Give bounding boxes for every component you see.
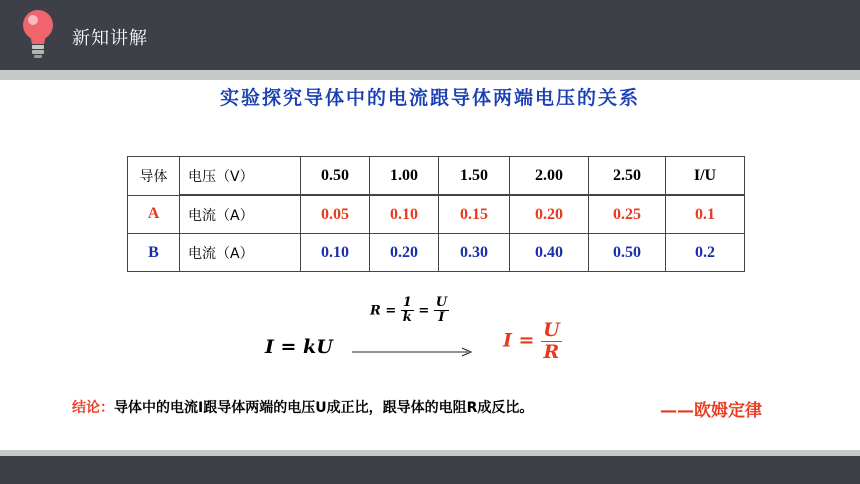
fraction-1-over-k	[401, 296, 414, 326]
conclusion-body: 导体中的电流I跟导体两端的电压U成正比，跟导体的电阻R成反比。	[114, 400, 534, 416]
table-row	[128, 234, 745, 272]
table-cell: 0.40	[510, 234, 589, 272]
header-title: 新知讲解	[72, 28, 148, 49]
fraction-u-over-r	[541, 320, 562, 363]
fraction-denominator: I	[438, 310, 445, 326]
table-row	[128, 195, 745, 234]
ohms-law-equation	[503, 320, 562, 363]
equation-i-equals-ku: I = kU	[265, 336, 333, 358]
table-cell: 0.10	[301, 234, 370, 272]
conductor-label: B	[128, 234, 180, 272]
table-cell: 0.20	[370, 234, 439, 272]
conclusion-text	[72, 397, 533, 417]
arrow-right-icon	[352, 347, 472, 357]
header-cell: I/U	[666, 157, 745, 196]
table-cell: 0.30	[439, 234, 510, 272]
table-cell: 0.2	[666, 234, 745, 272]
header-cell: 2.50	[589, 157, 666, 196]
fraction-denominator: k	[402, 310, 412, 326]
header-cell: 1.50	[439, 157, 510, 196]
fraction-denominator: R	[543, 340, 560, 363]
fraction-numerator: U	[543, 319, 560, 341]
table-cell: 0.50	[589, 234, 666, 272]
quantity-label: 电流（A）	[180, 195, 301, 234]
lightbulb-icon	[20, 8, 56, 60]
table-cell: 0.15	[439, 195, 510, 234]
table-cell: 0.25	[589, 195, 666, 234]
header-divider	[0, 70, 860, 80]
table-cell: 0.05	[301, 195, 370, 234]
header-cell: 1.00	[370, 157, 439, 196]
table-cell: 0.10	[370, 195, 439, 234]
conductor-label: A	[128, 195, 180, 234]
fraction-numerator: U	[435, 295, 448, 310]
data-table	[127, 156, 745, 272]
header-cell: 2.00	[510, 157, 589, 196]
table-cell: 0.20	[510, 195, 589, 234]
header-cell: 电压（V）	[180, 157, 301, 196]
header-cell: 导体	[128, 157, 180, 196]
fraction-numerator: 1	[402, 295, 412, 310]
ratio-lhs: R =	[370, 303, 397, 319]
equals-sign: =	[418, 303, 430, 319]
ohms-law-name: ——欧姆定律	[660, 401, 762, 421]
conclusion-label: 结论：	[72, 400, 114, 416]
table-cell: 0.1	[666, 195, 745, 234]
fraction-u-over-i	[434, 296, 449, 326]
quantity-label: 电流（A）	[180, 234, 301, 272]
ohms-law-lhs: I =	[503, 329, 535, 352]
page-title: 实验探究导体中的电流跟导体两端电压的关系	[219, 87, 640, 109]
table-header-row	[128, 157, 745, 196]
footer-bar	[0, 456, 860, 484]
header-cell: 0.50	[301, 157, 370, 196]
ratio-equation	[370, 296, 449, 326]
